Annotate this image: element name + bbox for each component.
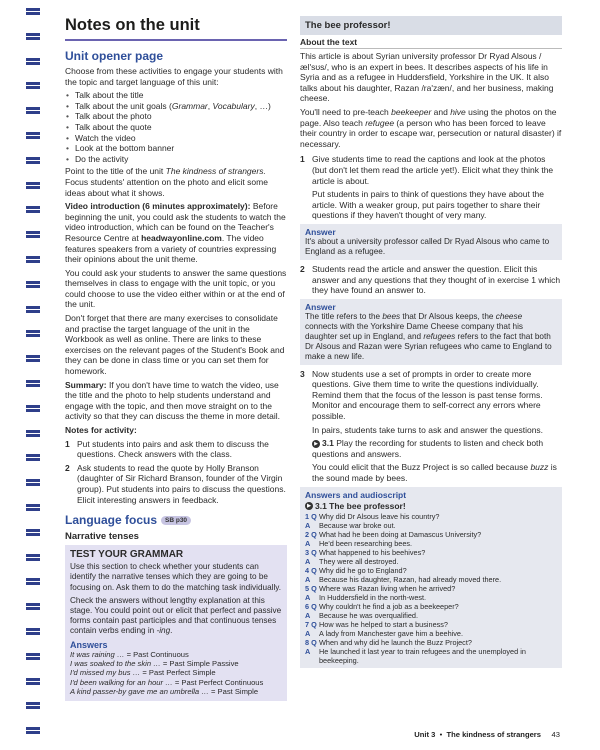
footer-title: The kindness of strangers [446,730,541,739]
grammar-box-title: TEST YOUR GRAMMAR [70,549,184,561]
qa-line: A Because his daughter, Razan, had already moved there. [305,574,502,584]
goals-grammar: Grammar [171,100,208,111]
qa-line: 2 Q What had he been doing at Damascus University? [305,529,482,539]
test-your-grammar-box [65,545,287,700]
qa-line: A Because war broke out. [305,520,396,530]
answers-audioscript-box [300,487,562,668]
grammar-answer: I was soaked to the skin … = Past Simple Passive [70,658,239,668]
step-3-pairs: In pairs, students take turns to ask and answer the questions. [312,424,544,435]
binding-ring [26,430,40,433]
goals-vocabulary: Vocabulary [212,100,255,111]
point-paragraph: Point to the title of the unit The kindness of strangers. Focus students' attention on the photo and elicit some ideas about what it shows. [65,166,268,198]
binding-ring [26,678,40,681]
notes-heading: Notes for activity: [65,425,137,435]
binding-ring [26,281,40,284]
binding-ring [26,107,40,110]
grammar-box-p1: Use this section to check whether your students can identify the narrative tenses which they are going to be focusing on. Ask them to do the matching task individually. [70,562,282,592]
narrative-tenses-heading: Narrative tenses [65,531,139,543]
answer-label: Answer [305,301,336,312]
grammar-answer: A kind passer-by gave me an umbrella … = Past Simple [70,687,259,697]
qa-line: 6 Q Why couldn't he find a job as a beekeeper? [305,601,459,611]
binding-ring [26,8,40,11]
audio-icon[interactable]: ▶ [305,502,313,510]
activity-list [65,90,287,164]
headway-link[interactable]: headwayonline.com [141,232,222,243]
footer-unit: Unit 3 [414,730,436,739]
step-1: 1 Give students time to read the captions and look at the photos (but don't let them read the article yet!). Elicit what they think the article is about. [300,154,554,186]
qa-line: 5 Q Where was Razan living when he arrived? [305,583,456,593]
qa-line: A Because he was overqualified. [305,610,418,620]
qa-line: A They were all destroyed. [305,556,399,566]
answer-2-text: The title refers to the bees that Dr Alsous keeps, the cheese connects with the Yorkshire Dame Cheese company that his daughter set up in England, and refugees refers to the fact that both Dr Alsous and Razan were Syrian refugees who came to England to make a new life. [305,311,552,361]
binding-ring [26,454,40,457]
binding-ring [26,554,40,557]
qa-line: 4 Q Why did he go to England? [305,565,407,575]
binding-ring [26,479,40,482]
opener-intro: Choose from these activities to engage your students with the topic and target language of this unit: [65,66,283,87]
note-item: 1 Put students into pairs and ask them to discuss the questions. Check answers with the class. [65,438,269,460]
answer-1-text: It's about a university professor called Dr Ryad Alsous who came to England as a refugee. [305,236,550,256]
grammar-answer: I'd been walking for an hour … = Past Perfect Continuous [70,677,264,687]
sb-page-badge: SB p30 [161,516,191,525]
binding-ring [26,355,40,358]
binding-ring [26,82,40,85]
unit-opener-heading: Unit opener page [65,49,164,63]
binding-ring [26,33,40,36]
binding-ring [26,653,40,656]
binding-ring [26,157,40,160]
page-number: 43 [551,730,560,739]
binding-ring [26,727,40,730]
binding-ring [26,256,40,259]
binding-ring [26,603,40,606]
list-item: • Watch the video [65,133,287,144]
grammar-answer: It was raining … = Past Continuous [70,649,189,659]
list-item: • Talk about the quote [65,122,287,133]
binding-ring [26,330,40,333]
audioscript-title: ▶ 3.1 The bee professor! [305,501,557,511]
qa-line: 7 Q How was he helped to start a business? [305,619,448,629]
qa-line: A He launched it last year to train refugees and the unemployed in beekeeping. [305,646,526,665]
binding-ring [26,380,40,383]
binding-ring [26,702,40,705]
page-footer: Unit 3 • The kindness of strangers 43 [414,730,560,739]
language-focus-header [65,513,287,527]
list-item: • Talk about the title [65,90,287,101]
spiral-binding [0,0,44,750]
binding-ring [26,529,40,532]
step-3-audio: ▶ 3.1 Play the recording for students to listen and check both questions and answers. [312,438,544,459]
audioscript-heading: Answers and audioscript [305,489,407,500]
right-column [300,16,562,668]
step-1-cont: Put students in pairs to think of questions they have about the article. With a weaker group, put pairs together to share their questions if they haven't thought of very many. [312,189,545,221]
binding-ring [26,182,40,185]
about-text-heading: About the text [300,37,562,49]
qa-line: A A lady from Manchester gave him a beehive. [305,628,463,638]
note-item: 2 Ask students to read the quote by Holly Branson (daughter of Sir Richard Branson, founder of the Virgin group). Put students into pairs to discuss the questions. Elicit interesting answers in feedback. [65,462,286,505]
binding-ring [26,628,40,631]
audio-icon[interactable]: ▶ [312,440,320,448]
binding-ring [26,306,40,309]
grammar-answer: I'd missed my bus … = Past Perfect Simple [70,668,216,678]
answer-label: Answer [305,226,336,237]
binding-ring [26,206,40,209]
list-item: • Look at the bottom banner [65,143,287,154]
list-item: • Do the activity [65,154,287,165]
answer-box-2 [300,299,562,365]
step-3: 3 Now students use a set of prompts in order to create more questions. Give them time to write the questions individually. Remind them that the focus of the lesson is past tense forms. Monitor and encourage them to self-correct any errors where possible. [300,368,543,422]
qa-list [305,512,557,665]
binding-ring [26,405,40,408]
grammar-box-p2: Check the answers without lengthy explanation at this stage. You could point out or elicit that perfect and passive forms contain past participles and that continuous tenses contain verbs ending in -ing. [70,595,282,636]
binding-ring [26,132,40,135]
list-item: • Talk about the photo [65,111,287,122]
qa-line: A He'd been researching bees. [305,538,413,548]
answer-box-1 [300,224,562,260]
step-2: 2 Students read the article and answer the question. Elicit this answer and any questions that they thought of in exercise 1 which they have found an answer to. [300,263,561,296]
binding-ring [26,231,40,234]
workbook-paragraph: Don't forget that there are many exercises to consolidate and practise the target language of the unit in the Workbook as well as online. There are links to these exercises on the relevant pages of the Student's Book and they can be done in class time or you can set them for homework. [65,313,285,377]
binding-ring [26,58,40,61]
about-paragraph-1: This article is about Syrian university professor Dr Ryad Alsous /æl'sʊs/, who is an expert in bees. It describes aspects of his life in Syria and as a refugee in Huddersfield, Yorkshire in the UK. It also talks about his daughter, Razan /ra'zæn/, and her business, making cheese. [300,51,554,104]
qa-line: 1 Q Why did Dr Alsous leave his country? [305,511,440,521]
qa-line: 8 Q When and why did he launch the Buzz Project? [305,637,472,647]
binding-ring [26,578,40,581]
video-paragraph: Video introduction (6 minutes approximately): Before beginning the unit, you could ask the students to watch the video introduction, which can be found on the Teacher's Resource Centre at headwayonline.com. The video features speakers from a variety of countries expressing their opinions about the unit theme. [65,201,286,265]
list-item: • Talk about the unit goals (Grammar, Vocabulary, …) [65,101,287,112]
grammar-answers-heading: Answers [70,639,108,650]
about-paragraph-2: You'll need to pre-teach beekeeper and hive using the photos on the page. Also teach refugee (a person who has been forced to leave their country in order to escape war, persecution or natural disaster) if necessary. [300,106,562,149]
language-focus-heading: Language focus [65,513,158,528]
same-questions-paragraph: You could ask your students to answer the same questions themselves in class to engage with the unit topic, or you could choose to use the video either within or at the end of the unit. [65,267,287,310]
step-3-buzz: You could elicit that the Buzz Project is so called because buzz is the sound made by bees. [312,462,557,484]
bee-professor-heading: The bee professor! [300,16,562,35]
page-title: Notes on the unit [65,16,287,41]
binding-ring [26,504,40,507]
left-column [65,16,287,701]
summary-paragraph: Summary: If you don't have time to watch the video, use the title and the photo to help students understand and engage with the topic, and then move straight on to the activity so that they can discuss the theme in more detail. [65,379,280,422]
qa-line: 3 Q What happened to his beehives? [305,547,426,557]
qa-line: A In Huddersfield in the north-west. [305,592,427,602]
